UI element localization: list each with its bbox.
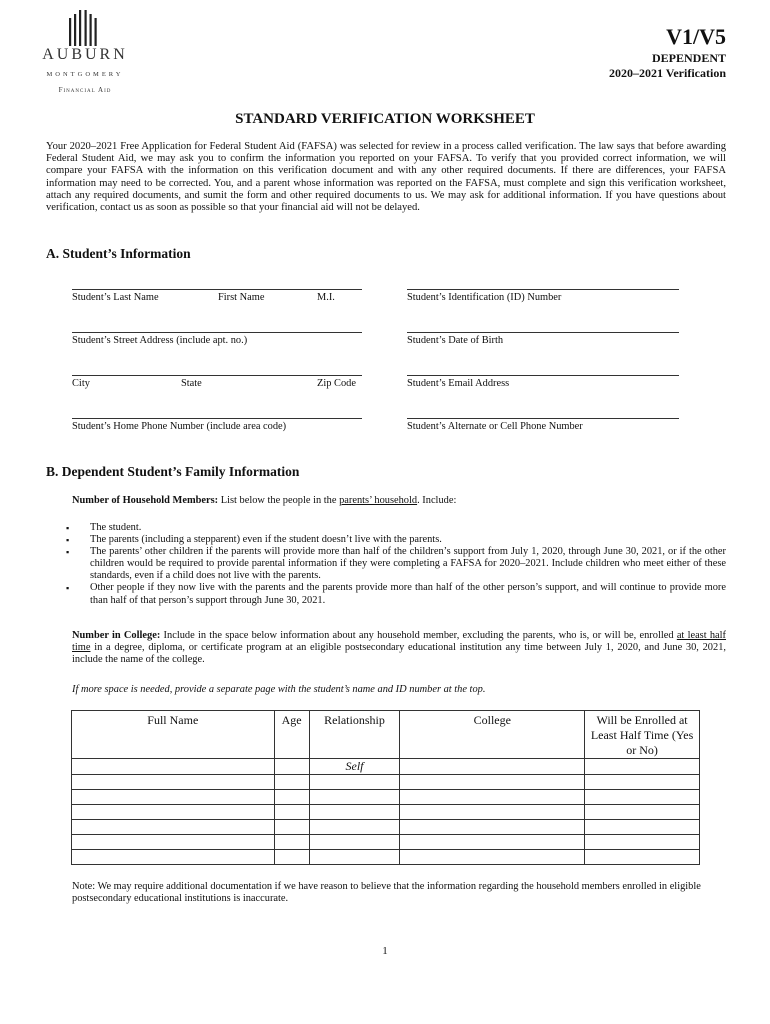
cell-age[interactable] (274, 759, 309, 775)
cell-enrolled[interactable] (585, 759, 700, 775)
bullet-item: ▪ The parents (including a stepparent) even if the student doesn’t live with the parents. (66, 534, 726, 546)
household-members-text: List below the people in the (220, 495, 337, 506)
bullet-item: ▪ The parents’ other children if the parents will provide more than half of the children’s support from July 1, 2020, through June 30, 2021, or if the other children would be required to provide parental information if they were completing a FAFSA for 2020–2021. Include children who meet either of these standards, even if a child does not live with the parents. (66, 546, 726, 582)
student-id-label: Student’s Identification (ID) Number (407, 292, 562, 303)
street-address-label: Student’s Street Address (include apt. no.) (72, 335, 248, 346)
cell-enrolled[interactable] (585, 805, 700, 820)
table-row (72, 775, 700, 790)
logo-office: Financial Aid (58, 86, 112, 94)
section-a-heading: A. Student’s Information (46, 246, 191, 261)
table-header-row (72, 711, 700, 759)
cell-age[interactable] (274, 850, 309, 865)
table-row (72, 820, 700, 835)
cell-relationship[interactable] (309, 805, 400, 820)
cell-college[interactable] (400, 820, 585, 835)
email-line[interactable] (407, 375, 679, 376)
city-label: City (72, 378, 90, 389)
dob-label: Student’s Date of Birth (407, 335, 504, 346)
household-college-table (71, 710, 700, 865)
home-phone-line[interactable] (72, 418, 362, 419)
cell-enrolled[interactable] (585, 790, 700, 805)
cell-college[interactable] (400, 759, 585, 775)
household-members-end: . Include: (417, 495, 457, 506)
dob-line[interactable] (407, 332, 679, 333)
cell-full-name[interactable] (72, 775, 275, 790)
documentation-note: Note: We may require additional documentation if we have reason to believe that the information regarding the household members enrolled in eligible postsecondary educational institutions is inaccurate. (72, 881, 701, 905)
col-full-name: Full Name (72, 711, 275, 759)
email-label: Student’s Email Address (407, 378, 510, 389)
cell-relationship[interactable] (309, 790, 400, 805)
number-in-college-text-1: Include in the space below information about any household member, excluding the parents, who is, or will be, enrolled (163, 630, 674, 641)
logo-subtitle: MONTGOMERY (46, 71, 124, 78)
household-bullet-list (66, 522, 726, 607)
cell-relationship[interactable] (309, 820, 400, 835)
cell-relationship[interactable] (309, 835, 400, 850)
cell-full-name[interactable] (72, 805, 275, 820)
student-id-line[interactable] (407, 289, 679, 290)
cell-enrolled[interactable] (585, 835, 700, 850)
student-name-line[interactable] (72, 289, 362, 290)
cell-age[interactable] (274, 775, 309, 790)
cell-relationship[interactable] (309, 850, 400, 865)
home-phone-label: Student’s Home Phone Number (include area code) (72, 421, 287, 432)
form-code: V1/V5 (666, 24, 726, 49)
cell-age[interactable] (274, 790, 309, 805)
cell-college[interactable] (400, 790, 585, 805)
number-in-college-paragraph (72, 630, 726, 666)
cell-college[interactable] (400, 805, 585, 820)
at-least-half-time: at least half time (72, 630, 727, 654)
intro-paragraph: Your 2020–2021 Free Application for Federal Student Aid (FAFSA) was selected for review in a process called verification. The law says that before awarding Federal Student Aid, we may ask you to confirm the information you reported on your FAFSA. To verify that you provided correct information, we will compare your FAFSA with the information on this verification document and with any other required documents. If there are differences, your FAFSA information may need to be corrected. You, and a parent whose information was reported on the FAFSA, must complete and sign this verification worksheet, attach any required documents, and sumit the form and other required documents to us. We may ask for additional information. If you have questions about verification, contact us as soon as possible so that your financial aid will not be delayed. (46, 141, 726, 214)
verification-year: 2020–2021 Verification (609, 66, 726, 80)
table-row (72, 805, 700, 820)
household-members-label: Number of Household Members: (72, 495, 219, 506)
number-in-college-label: Number in College: (72, 630, 161, 641)
first-name-label: First Name (218, 292, 265, 303)
dependency-status: DEPENDENT (651, 51, 726, 65)
col-relationship: Relationship (309, 711, 400, 759)
table-row (72, 835, 700, 850)
parents-household-link: parents’ household (339, 495, 418, 506)
city-state-zip-line[interactable] (72, 375, 362, 376)
cell-age[interactable] (274, 835, 309, 850)
alt-phone-label: Student’s Alternate or Cell Phone Number (407, 421, 583, 432)
cell-full-name[interactable] (72, 820, 275, 835)
logo-name: AUBURN (42, 46, 128, 63)
cell-age[interactable] (274, 805, 309, 820)
cell-full-name[interactable] (72, 759, 275, 775)
mi-label: M.I. (317, 292, 335, 303)
cell-full-name[interactable] (72, 790, 275, 805)
bullet-item: ▪ The student. (66, 522, 726, 534)
street-address-line[interactable] (72, 332, 362, 333)
cell-enrolled[interactable] (585, 850, 700, 865)
cell-enrolled[interactable] (585, 820, 700, 835)
cell-full-name[interactable] (72, 835, 275, 850)
number-in-college-text-2: in a degree, diploma, or certificate program at an eligible postsecondary educational institution any time between July 1, 2020, and June 30, 2021, include the name of the college. (72, 642, 726, 666)
cell-full-name[interactable] (72, 850, 275, 865)
col-enrolled-half-time: Will be Enrolled at Least Half Time (Yes or No) (585, 711, 700, 759)
page-number: 1 (382, 945, 388, 957)
cell-college[interactable] (400, 850, 585, 865)
auburn-logo-icon (66, 8, 100, 46)
cell-relationship[interactable] (309, 775, 400, 790)
cell-college[interactable] (400, 835, 585, 850)
section-b-heading: B. Dependent Student’s Family Information (46, 464, 300, 479)
more-space-note: If more space is needed, provide a separate page with the student’s name and ID number at the top. (72, 684, 486, 695)
zip-label: Zip Code (317, 378, 356, 389)
col-college: College (400, 711, 585, 759)
cell-enrolled[interactable] (585, 775, 700, 790)
household-members-paragraph (72, 495, 456, 507)
page-title: STANDARD VERIFICATION WORKSHEET (235, 111, 535, 127)
cell-age[interactable] (274, 820, 309, 835)
last-name-label: Student’s Last Name (72, 292, 159, 303)
alt-phone-line[interactable] (407, 418, 679, 419)
table-row (72, 850, 700, 865)
table-row (72, 759, 700, 775)
bullet-item: ▪ Other people if they now live with the parents and the parents provide more than half of the other person’s support, and will continue to provide more than half of that person’s support through June 30, 2021. (66, 582, 726, 606)
state-label: State (181, 378, 202, 389)
col-age: Age (274, 711, 309, 759)
cell-college[interactable] (400, 775, 585, 790)
table-row (72, 790, 700, 805)
cell-relationship-self: Self (309, 759, 400, 775)
